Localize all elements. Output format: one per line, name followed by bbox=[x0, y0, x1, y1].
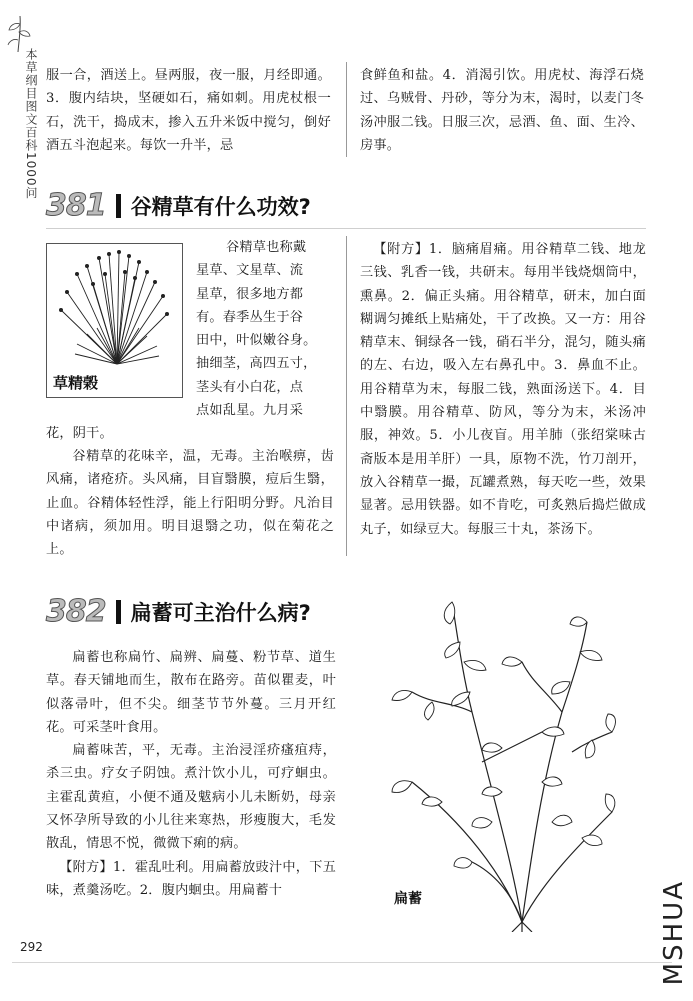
section-number: 382 bbox=[46, 594, 106, 629]
top-right-paragraph: 食鲜鱼和盐。4．消渴引饮。用虎杖、海浮石烧过、乌贼骨、丹砂，等分为末，渴时，以麦门冬汤冲服二钱。日服三次，忌酒、鱼、面、生冷、房事。 bbox=[360, 68, 644, 153]
section-381-intro-tail: 花，阴干。 bbox=[46, 426, 113, 441]
column-divider-top bbox=[346, 62, 347, 157]
section-number: 381 bbox=[46, 188, 106, 223]
knotgrass-illustration bbox=[372, 592, 622, 932]
heading-bar bbox=[116, 600, 121, 624]
section-title: 扁蓄可主治什么病? bbox=[130, 600, 311, 625]
paragraph: 【附方】1．霍乱吐利。用扁蓄放豉汁中，下五味，煮羹汤吃。2．腹内蛔虫。用扁蓄十 bbox=[46, 859, 336, 898]
section-382-heading bbox=[46, 594, 311, 629]
intro-line: 田中，叶似嫩谷身。 bbox=[196, 333, 317, 349]
intro-line: 星草、文星草、流 bbox=[196, 263, 304, 279]
watermark: MSHUA bbox=[659, 880, 689, 986]
column-divider-381 bbox=[346, 236, 347, 556]
intro-line: 抽细茎，高四五寸， bbox=[196, 356, 317, 372]
intro-line: 有。春季丛生于谷 bbox=[196, 309, 304, 325]
heading-bar bbox=[116, 194, 121, 218]
intro-line: 茎头有小白花，点 bbox=[196, 379, 304, 395]
section-title: 谷精草有什么功效? bbox=[130, 194, 311, 219]
intro-line: 谷精草也称戴 bbox=[226, 240, 307, 255]
paragraph: 扁蓄也称扁竹、扁辨、扁蔓、粉节草、道生草。春天铺地而生，散布在路旁。苗似瞿麦，叶似落帚叶，但不尖。细茎节节外蔓。三月开红花。可采茎叶食用。 bbox=[46, 650, 336, 735]
page-number: 292 bbox=[20, 940, 43, 954]
section-381-intro bbox=[196, 236, 334, 422]
intro-line: 点如乱星。九月采 bbox=[196, 403, 304, 419]
illustration-caption: 草精榖 bbox=[53, 374, 99, 392]
book-title-vertical: 本草纲目图文百科1000问 bbox=[24, 48, 38, 200]
footer-rule bbox=[12, 962, 672, 963]
section-382-text bbox=[46, 646, 336, 902]
grain-grass-illustration bbox=[46, 243, 183, 398]
illustration-caption: 扁蓄 bbox=[394, 891, 422, 907]
section-381-remedy: 【附方】1．脑痛眉痛。用谷精草二钱、地龙三钱、乳香一钱，共研末。每用半钱烧烟筒中，熏鼻。2．偏正头痛。用谷精草，研末，加白面糊调匀摊纸上贴痛处，干了改换。又一方：用谷精草末、铜绿各一钱，硝石半分，混匀，随头痛的左、右边，吸入左右鼻孔中。3．鼻血不止。用谷精草为末，每服二钱，熟面汤送下。4．目中翳膜。用谷精草、防风，等分为末，米汤冲服，神效。5．小儿夜盲。用羊肺（张绍棠味古斋版本是用羊肝）一具，原物不洗，竹刀剖开，放入谷精草一撮，瓦罐煮熟，每天吃一些，效果显著。忌用铁器。如不肯吃，可炙熟后捣烂做成丸子，如绿豆大。每服三十丸，茶汤下。 bbox=[360, 242, 646, 537]
section-381-heading bbox=[46, 188, 311, 223]
section-381-body: 谷精草的花味辛，温，无毒。主治喉痹，齿风痛，诸疮疥。头风痛，目盲翳膜，痘后生翳，止血。谷精体轻性浮，能上行阳明分野。凡治目中诸病，须加用。明目退翳之功，似在菊花之上。 bbox=[46, 449, 334, 558]
section-381-rule bbox=[46, 228, 646, 229]
paragraph: 扁蓄味苦，平，无毒。主治浸淫疥瘙疽痔，杀三虫。疗女子阴蚀。煮汁饮小儿，可疗蛔虫。主霍乱黄疸，小便不通及魃病小儿未断奶，母亲又怀孕所导致的小儿往来寒热，形瘦腹大，毛发散乱，情思不悦，微微下痢的病。 bbox=[46, 743, 336, 852]
top-left-paragraph: 服一合，酒送上。昼两服，夜一服，月经即通。3．腹内结块，坚硬如石，痛如刺。用虎杖根一石，洗干，捣成末，掺入五升米饭中搅匀，倒好酒五斗泡起来。每饮一升半，忌 bbox=[46, 68, 331, 153]
intro-line: 星草，很多地方都 bbox=[196, 286, 304, 302]
